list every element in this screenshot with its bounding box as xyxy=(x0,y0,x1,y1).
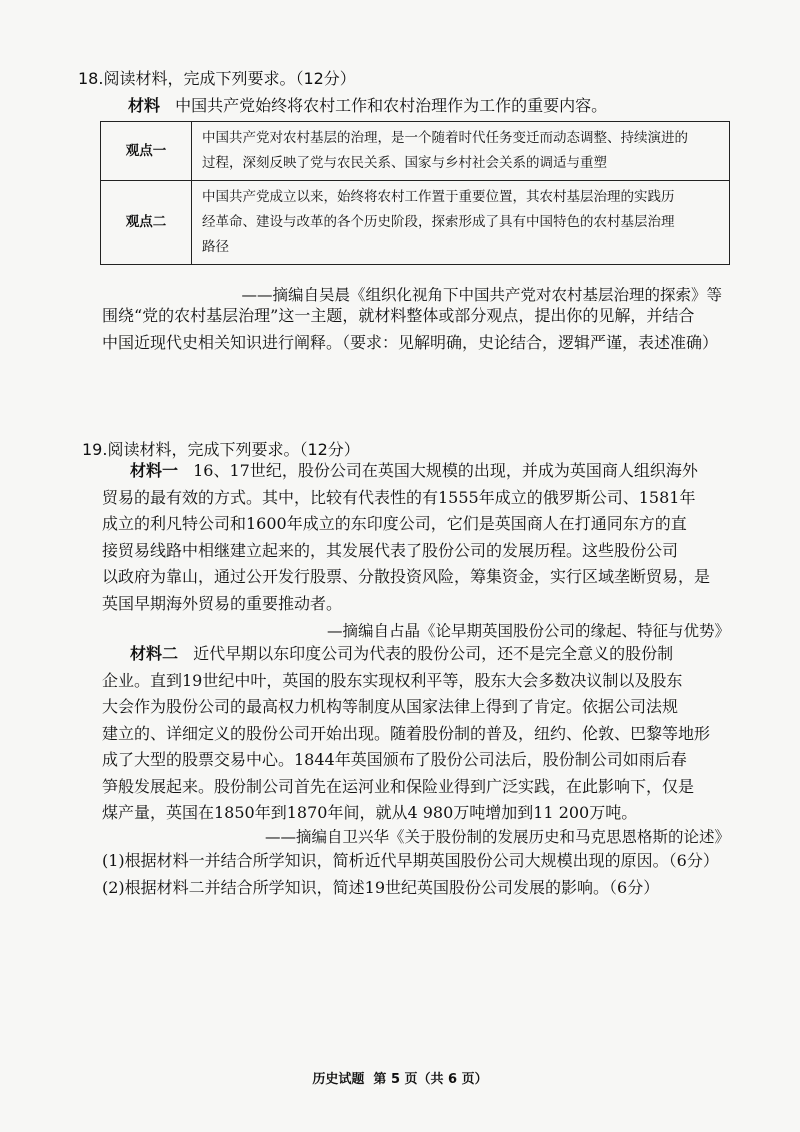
q18-source: ——摘编自吴晨《组织化视角下中国共产党对农村基层治理的探索》等 xyxy=(241,286,722,304)
q19-questions xyxy=(102,848,752,901)
viewpoint-line: 经革命、建设与改革的各个历史阶段，探索形成了具有中国特色的农村基层治理 xyxy=(202,214,675,230)
viewpoint-line: 中国共产党对农村基层的治理，是一个随着时代任务变迁而动态调整、持续演进的 xyxy=(202,130,688,146)
viewpoint-content xyxy=(192,122,730,181)
viewpoints-table xyxy=(100,121,730,265)
viewpoint-label: 观点二 xyxy=(101,181,192,265)
q19-heading: 19.阅读材料，完成下列要求。（12分） xyxy=(82,440,360,459)
viewpoint-line: 中国共产党成立以来，始终将农村工作置于重要位置，其农村基层治理的实践历 xyxy=(202,189,675,205)
material-line: 贸易的最有效的方式。其中，比较有代表性的有1555年成立的俄罗斯公司、1581年 xyxy=(102,487,696,507)
m2-source: ——摘编自卫兴华《关于股份制的发展历史和马克思恩格斯的论述》 xyxy=(264,828,730,846)
q18-material xyxy=(128,93,607,116)
table-row xyxy=(101,122,730,181)
material-two-label: 材料二 xyxy=(130,644,179,663)
material-line: 笋般发展起来。股份制公司首先在运河业和保险业得到广泛实践，在此影响下，仅是 xyxy=(102,776,695,796)
viewpoint-line: 路径 xyxy=(202,239,229,255)
material-line: 成了大型的股票交易中心。1844年英国颁布了股份公司法后，股份制公司如雨后春 xyxy=(102,750,687,769)
q18-material-text: 中国共产党始终将农村工作和农村治理作为工作的重要内容。 xyxy=(175,96,608,115)
material-line: 大会作为股份公司的最高权力机构等制度从国家法律上得到了肯定。依据公司法规 xyxy=(102,697,679,716)
viewpoint-label: 观点一 xyxy=(101,122,192,181)
page-footer: 历史试题 第 5 页（共 6 页） xyxy=(312,1072,488,1087)
material-line: 接贸易线路中相继建立起来的，其发展代表了股份公司的发展历程。这些股份公司 xyxy=(102,540,679,560)
q19-material-one xyxy=(102,458,752,617)
material-line: 以政府为靠山，通过公开发行股票、分散投资风险，筹集资金，实行区域垄断贸易，是 xyxy=(102,567,711,586)
material-line: 建立的、详细定义的股份公司开始出现。随着股份制的普及，纽约、伦敦、巴黎等地形 xyxy=(102,723,711,743)
sub-question: (2)根据材料二并结合所学知识，简述19世纪英国股份公司发展的影响。（6分） xyxy=(102,877,660,897)
q18-heading: 18.阅读材料，完成下列要求。（12分） xyxy=(78,69,356,88)
sub-question: (1)根据材料一并结合所学知识，简析近代早期英国股份公司大规模出现的原因。（6分） xyxy=(102,851,719,870)
q19-material-two xyxy=(102,641,752,827)
table-row xyxy=(101,181,730,265)
m1-source: —摘编自占晶《论早期英国股份公司的缘起、特征与优势》 xyxy=(326,622,730,640)
material-line: 煤产量，英国在1850年到1870年间，就从4 980万吨增加到11 200万吨。 xyxy=(102,803,638,822)
material-line: 16、17世纪，股份公司在英国大规模的出现，并成为英国商人组织海外 xyxy=(193,461,698,480)
q18-task xyxy=(102,303,742,356)
material-line: 企业。直到19世纪中叶，英国的股东实现权利平等，股东大会多数决议制以及股东 xyxy=(102,670,683,690)
q18-material-label: 材料 xyxy=(128,96,161,115)
material-one-label: 材料一 xyxy=(130,461,179,480)
viewpoint-content xyxy=(192,181,730,265)
material-line: 英国早期海外贸易的重要推动者。 xyxy=(102,593,343,613)
task-line: 围绕“党的农村基层治理”这一主题，就材料整体或部分观点，提出你的见解，并结合 xyxy=(102,306,695,325)
material-line: 成立的利凡特公司和1600年成立的东印度公司，它们是英国商人在打通同东方的直 xyxy=(102,514,687,533)
task-line: 中国近现代史相关知识进行阐释。（要求：见解明确，史论结合，逻辑严谨，表述准确） xyxy=(102,332,719,352)
viewpoint-line: 过程，深刻反映了党与农民关系、国家与乡村社会关系的调适与重塑 xyxy=(202,155,607,171)
material-line: 近代早期以东印度公司为代表的股份公司，还不是完全意义的股份制 xyxy=(193,644,674,663)
